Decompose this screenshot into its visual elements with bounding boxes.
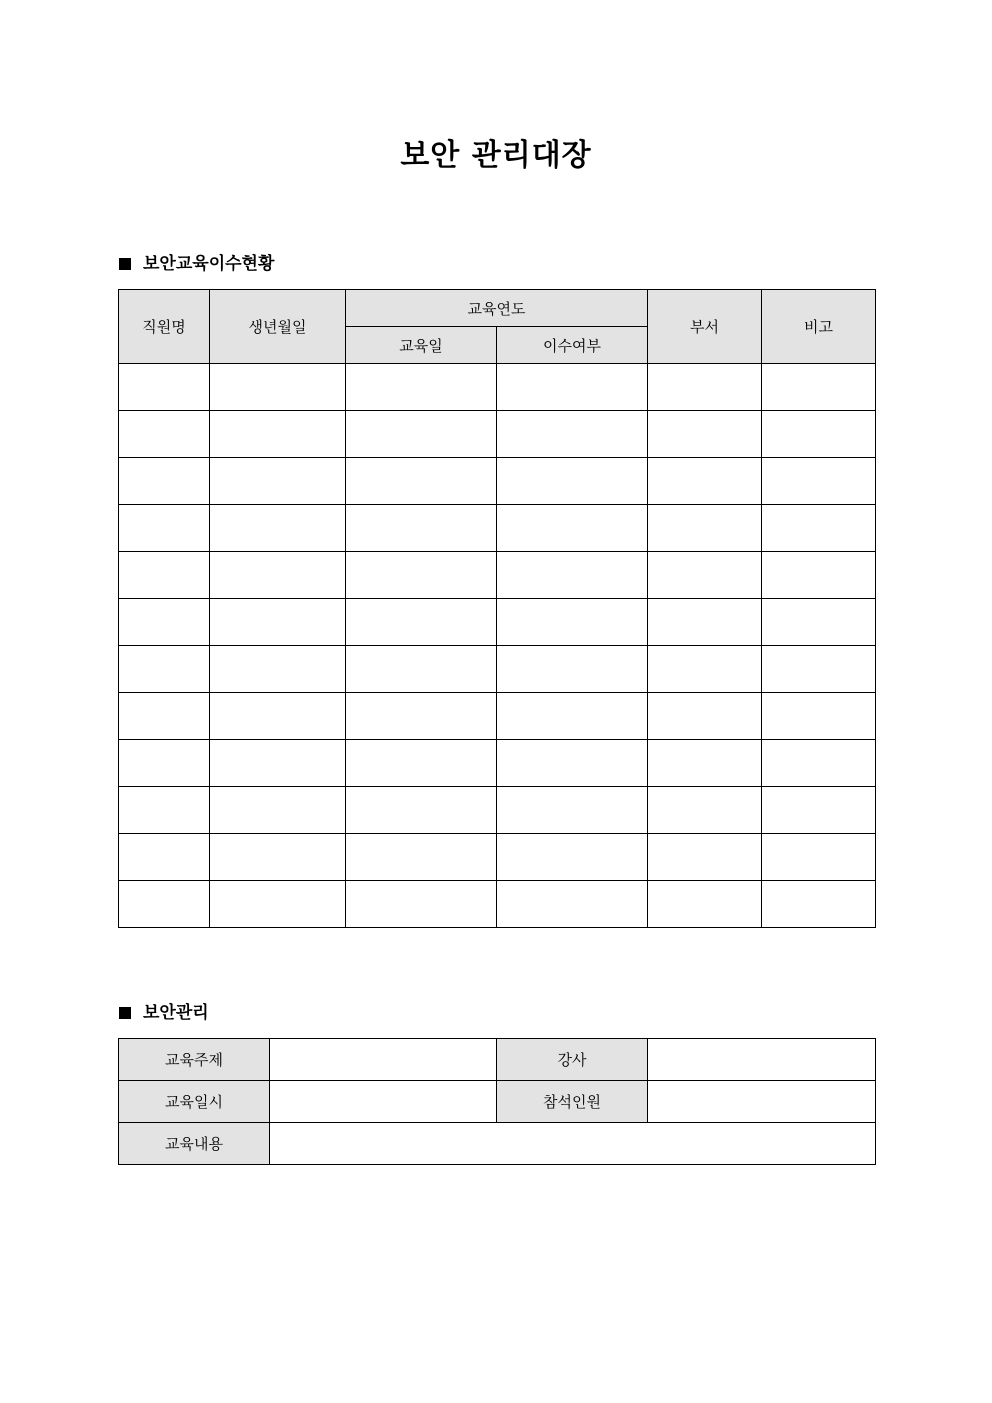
cell-education-date[interactable] — [346, 834, 497, 881]
training-status-rows — [119, 364, 876, 928]
cell-education-date[interactable] — [346, 458, 497, 505]
cell-birth-date[interactable] — [210, 740, 346, 787]
cell-birth-date[interactable] — [210, 646, 346, 693]
cell-completion-status[interactable] — [497, 599, 648, 646]
cell-completion-status[interactable] — [497, 787, 648, 834]
cell-employee-name[interactable] — [119, 458, 210, 505]
value-attendees[interactable] — [648, 1081, 876, 1123]
cell-completion-status[interactable] — [497, 693, 648, 740]
cell-department[interactable] — [648, 364, 762, 411]
cell-education-date[interactable] — [346, 552, 497, 599]
cell-completion-status[interactable] — [497, 364, 648, 411]
document-title: 보안 관리대장 — [400, 138, 592, 173]
cell-completion-status[interactable] — [497, 881, 648, 928]
table-row — [119, 693, 876, 740]
cell-education-date[interactable] — [346, 740, 497, 787]
cell-remarks[interactable] — [762, 740, 876, 787]
header-education-date: 교육일 — [346, 327, 497, 364]
label-datetime: 교육일시 — [119, 1081, 270, 1123]
header-employee-name: 직원명 — [119, 290, 210, 364]
table-row — [119, 740, 876, 787]
value-content[interactable] — [270, 1123, 876, 1165]
training-status-heading-text: 보안교육이수현황 — [143, 254, 275, 274]
training-status-table — [118, 289, 876, 928]
cell-education-date[interactable] — [346, 505, 497, 552]
cell-education-date[interactable] — [346, 787, 497, 834]
table-row — [119, 599, 876, 646]
cell-birth-date[interactable] — [210, 693, 346, 740]
value-topic[interactable] — [270, 1039, 497, 1081]
cell-education-date[interactable] — [346, 411, 497, 458]
cell-remarks[interactable] — [762, 458, 876, 505]
header-completion-status: 이수여부 — [497, 327, 648, 364]
cell-birth-date[interactable] — [210, 552, 346, 599]
cell-employee-name[interactable] — [119, 505, 210, 552]
table-row — [119, 646, 876, 693]
cell-department[interactable] — [648, 646, 762, 693]
square-bullet-icon — [119, 1007, 131, 1019]
cell-completion-status[interactable] — [497, 505, 648, 552]
cell-education-date[interactable] — [346, 693, 497, 740]
cell-employee-name[interactable] — [119, 881, 210, 928]
cell-employee-name[interactable] — [119, 364, 210, 411]
cell-education-date[interactable] — [346, 646, 497, 693]
header-education-year: 교육연도 — [346, 290, 648, 327]
cell-employee-name[interactable] — [119, 599, 210, 646]
cell-remarks[interactable] — [762, 364, 876, 411]
cell-department[interactable] — [648, 834, 762, 881]
square-bullet-icon — [119, 258, 131, 270]
cell-department[interactable] — [648, 693, 762, 740]
cell-department[interactable] — [648, 740, 762, 787]
cell-completion-status[interactable] — [497, 552, 648, 599]
cell-remarks[interactable] — [762, 881, 876, 928]
cell-education-date[interactable] — [346, 364, 497, 411]
table-row — [119, 552, 876, 599]
label-attendees: 참석인원 — [497, 1081, 648, 1123]
cell-remarks[interactable] — [762, 834, 876, 881]
value-datetime[interactable] — [270, 1081, 497, 1123]
cell-department[interactable] — [648, 505, 762, 552]
cell-remarks[interactable] — [762, 787, 876, 834]
cell-remarks[interactable] — [762, 599, 876, 646]
cell-birth-date[interactable] — [210, 505, 346, 552]
table-row — [119, 881, 876, 928]
cell-birth-date[interactable] — [210, 599, 346, 646]
cell-employee-name[interactable] — [119, 787, 210, 834]
table-row — [119, 787, 876, 834]
header-birth-date: 생년월일 — [210, 290, 346, 364]
label-instructor: 강사 — [497, 1039, 648, 1081]
value-instructor[interactable] — [648, 1039, 876, 1081]
table-row — [119, 364, 876, 411]
cell-department[interactable] — [648, 552, 762, 599]
cell-education-date[interactable] — [346, 599, 497, 646]
security-management-table — [118, 1038, 876, 1165]
cell-department[interactable] — [648, 411, 762, 458]
cell-completion-status[interactable] — [497, 411, 648, 458]
cell-employee-name[interactable] — [119, 552, 210, 599]
cell-completion-status[interactable] — [497, 740, 648, 787]
cell-birth-date[interactable] — [210, 881, 346, 928]
cell-remarks[interactable] — [762, 505, 876, 552]
cell-remarks[interactable] — [762, 552, 876, 599]
security-management-heading — [119, 1001, 209, 1025]
cell-department[interactable] — [648, 599, 762, 646]
cell-education-date[interactable] — [346, 881, 497, 928]
cell-employee-name[interactable] — [119, 834, 210, 881]
cell-remarks[interactable] — [762, 693, 876, 740]
cell-birth-date[interactable] — [210, 364, 346, 411]
table-row — [119, 834, 876, 881]
cell-employee-name[interactable] — [119, 646, 210, 693]
cell-birth-date[interactable] — [210, 411, 346, 458]
cell-completion-status[interactable] — [497, 646, 648, 693]
header-remarks: 비고 — [762, 290, 876, 364]
cell-birth-date[interactable] — [210, 834, 346, 881]
cell-employee-name[interactable] — [119, 693, 210, 740]
cell-remarks[interactable] — [762, 411, 876, 458]
cell-remarks[interactable] — [762, 646, 876, 693]
header-department: 부서 — [648, 290, 762, 364]
cell-department[interactable] — [648, 881, 762, 928]
table-row — [119, 411, 876, 458]
table-row — [119, 505, 876, 552]
cell-department[interactable] — [648, 458, 762, 505]
cell-employee-name[interactable] — [119, 411, 210, 458]
table-row — [119, 458, 876, 505]
label-content: 교육내용 — [119, 1123, 270, 1165]
cell-completion-status[interactable] — [497, 458, 648, 505]
cell-completion-status[interactable] — [497, 834, 648, 881]
cell-employee-name[interactable] — [119, 740, 210, 787]
security-management-heading-text: 보안관리 — [143, 1003, 209, 1023]
training-status-heading — [119, 252, 274, 276]
label-topic: 교육주제 — [119, 1039, 270, 1081]
cell-department[interactable] — [648, 787, 762, 834]
cell-birth-date[interactable] — [210, 458, 346, 505]
cell-birth-date[interactable] — [210, 787, 346, 834]
